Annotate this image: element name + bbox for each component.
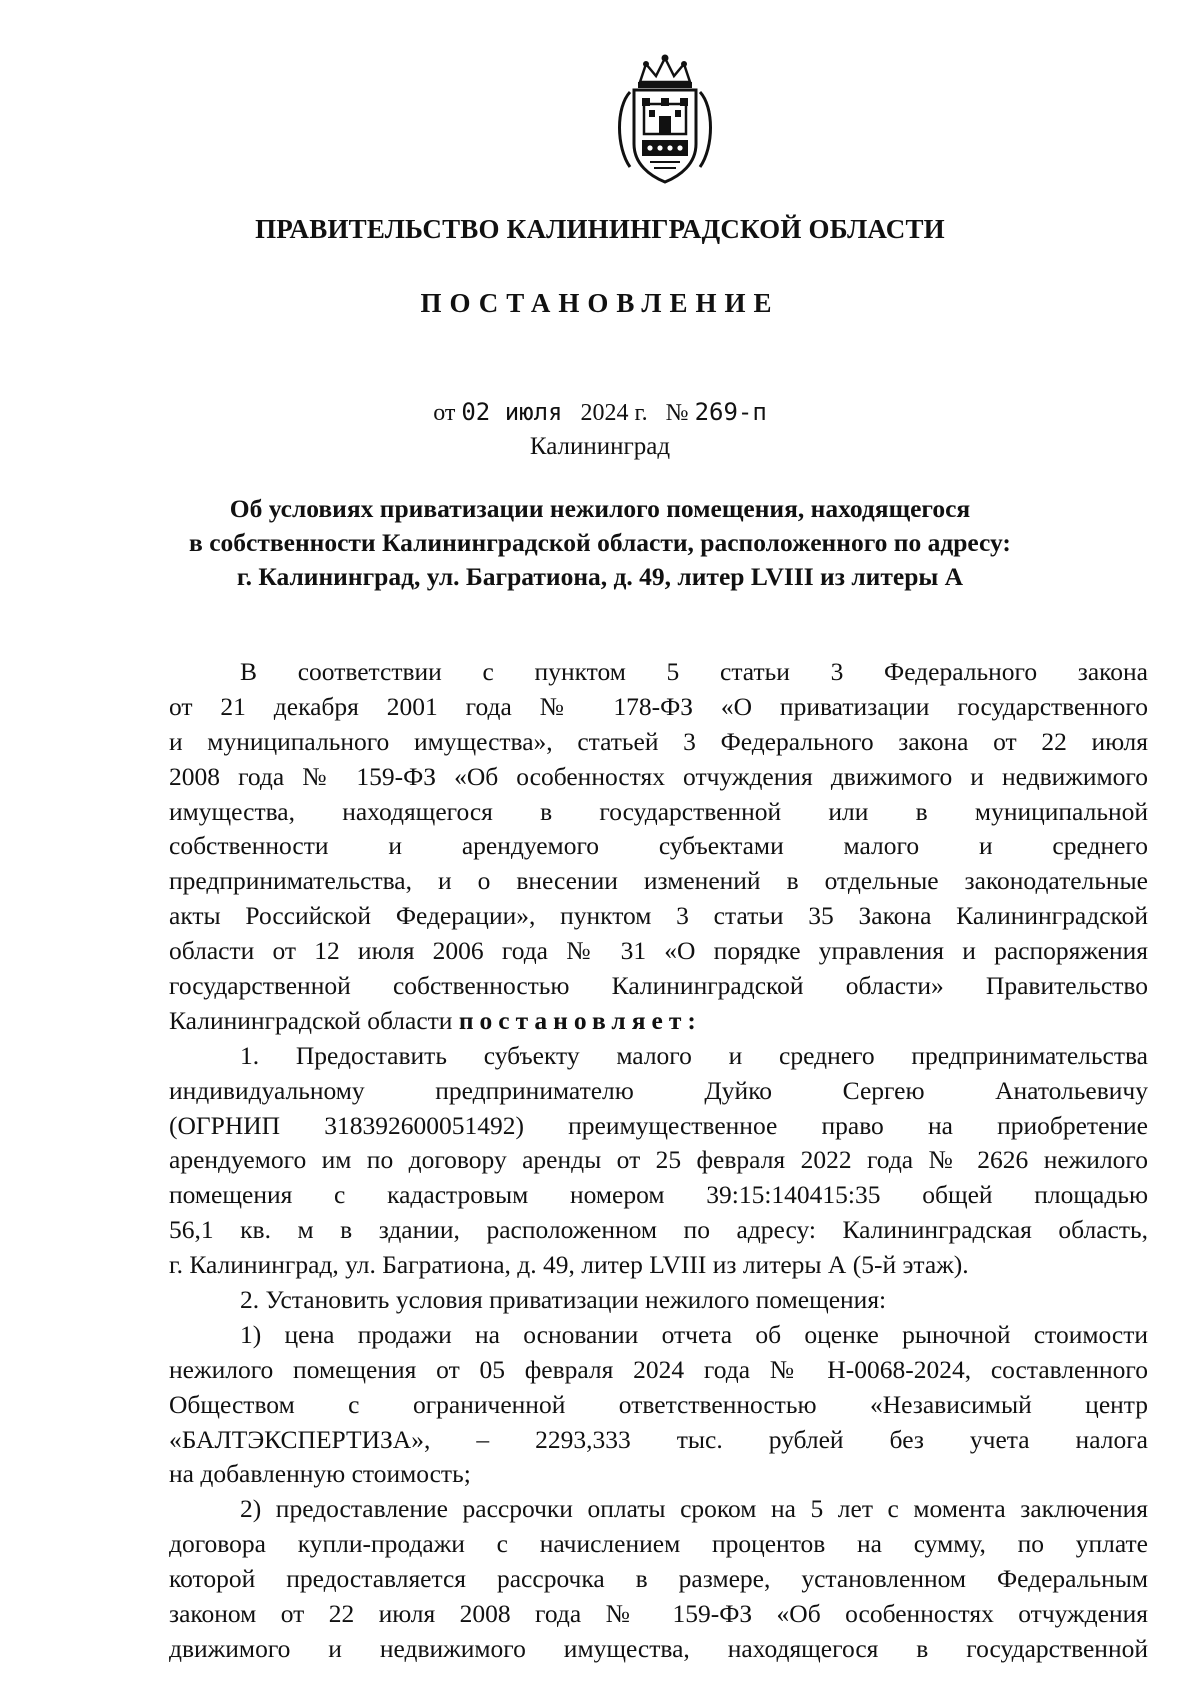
body-line: и муниципального имущества», статьей 3 Федерального закона от 22 июля — [169, 726, 1148, 756]
body-line: собственности и арендуемого субъектами малого и среднего — [169, 831, 1148, 861]
body-line: помещения с кадастровым номером 39:15:140415:35 общей площадью — [169, 1180, 1148, 1210]
document-number: 269-п — [694, 398, 767, 426]
body-line: 2) предоставление рассрочки оплаты сроком на 5 лет с момента заключения — [240, 1494, 1148, 1524]
body-line: арендуемого им по договору аренды от 25 февраля 2022 года № 2626 нежилого — [169, 1145, 1148, 1175]
body-line: области от 12 июля 2006 года № 31 «О порядке управления и распоряжения — [169, 936, 1148, 966]
body-line: 1) цена продажи на основании отчета об оценке рыночной стоимости — [240, 1319, 1148, 1349]
body-line: индивидуальному предпринимателю Дуйко Сергею Анатольевичу — [169, 1075, 1148, 1105]
body-text-fragment: Калининградской области — [169, 1005, 453, 1035]
body-line: 2. Установить условия приватизации нежилого помещения: — [240, 1285, 887, 1315]
body-line: государственной собственностью Калининградской области» Правительство — [169, 971, 1148, 1001]
body-line: движимого и недвижимого имущества, находящегося в государственной — [169, 1633, 1148, 1663]
subject-line: г. Калининград, ул. Багратиона, д. 49, литер LVIII из литеры А — [236, 562, 964, 591]
body-line: Обществом с ограниченной ответственностью «Независимый центр — [169, 1389, 1148, 1419]
date-prefix: от — [433, 400, 456, 426]
body-line: 56,1 кв. м в здании, расположенном по адресу: Калининградская область, — [169, 1215, 1148, 1245]
resolution-keyword: постановляет: — [458, 1005, 702, 1035]
body-line: на добавленную стоимость; — [169, 1459, 471, 1489]
body-line: законом от 22 июля 2008 года № 159-ФЗ «Об особенностях отчуждения — [169, 1599, 1148, 1629]
document-subject — [170, 492, 1030, 594]
body-line: от 21 декабря 2001 года № 178-ФЗ «О приватизации государственного — [169, 691, 1148, 721]
body-line — [169, 1004, 1148, 1039]
subject-line: Об условиях приватизации нежилого помещения, находящегося — [229, 494, 971, 523]
body-line: (ОГРНИП 318392600051492) преимущественное право на приобретение — [169, 1110, 1148, 1140]
government-title: ПРАВИТЕЛЬСТВО КАЛИНИНГРАДСКОЙ ОБЛАСТИ — [255, 214, 945, 244]
number-label: № — [665, 400, 689, 426]
date-value: 02 июля — [461, 398, 563, 426]
body-line: которой предоставляется рассрочка в размере, установленном Федеральным — [169, 1564, 1148, 1594]
body-line: предпринимательства, и о внесении изменений в отдельные законодательные — [169, 866, 1148, 896]
body-line: договора купли-продажи с начислением процентов на сумму, по уплате — [169, 1529, 1148, 1559]
body-line: нежилого помещения от 05 февраля 2024 года № Н-0068-2024, составленного — [169, 1354, 1148, 1384]
date-number-line — [0, 398, 1200, 427]
body-line: В соответствии с пунктом 5 статьи 3 Федерального закона — [240, 657, 1148, 686]
body-line: 2008 года № 159-ФЗ «Об особенностях отчуждения движимого и недвижимого — [169, 761, 1148, 791]
body-line: г. Калининград, ул. Багратиона, д. 49, литер LVIII из литеры А (5-й этаж). — [169, 1250, 969, 1280]
coat-of-arms-icon — [610, 52, 720, 186]
body-line: 1. Предоставить субъекту малого и среднего предпринимательства — [240, 1040, 1148, 1070]
body-line: «БАЛТЭКСПЕРТИЗА», – 2293,333 тыс. рублей без учета налога — [169, 1424, 1148, 1454]
city: Калининград — [529, 433, 671, 460]
body-line: имущества, находящегося в государственной или в муниципальной — [169, 796, 1148, 826]
subject-line: в собственности Калининградской области, расположенного по адресу: — [189, 528, 1011, 557]
document-body — [169, 655, 1148, 1667]
document-type: ПОСТАНОВЛЕНИЕ — [420, 288, 780, 318]
body-line: акты Российской Федерации», пунктом 3 статьи 35 Закона Калининградской — [169, 901, 1148, 931]
year: 2024 г. — [580, 400, 648, 426]
